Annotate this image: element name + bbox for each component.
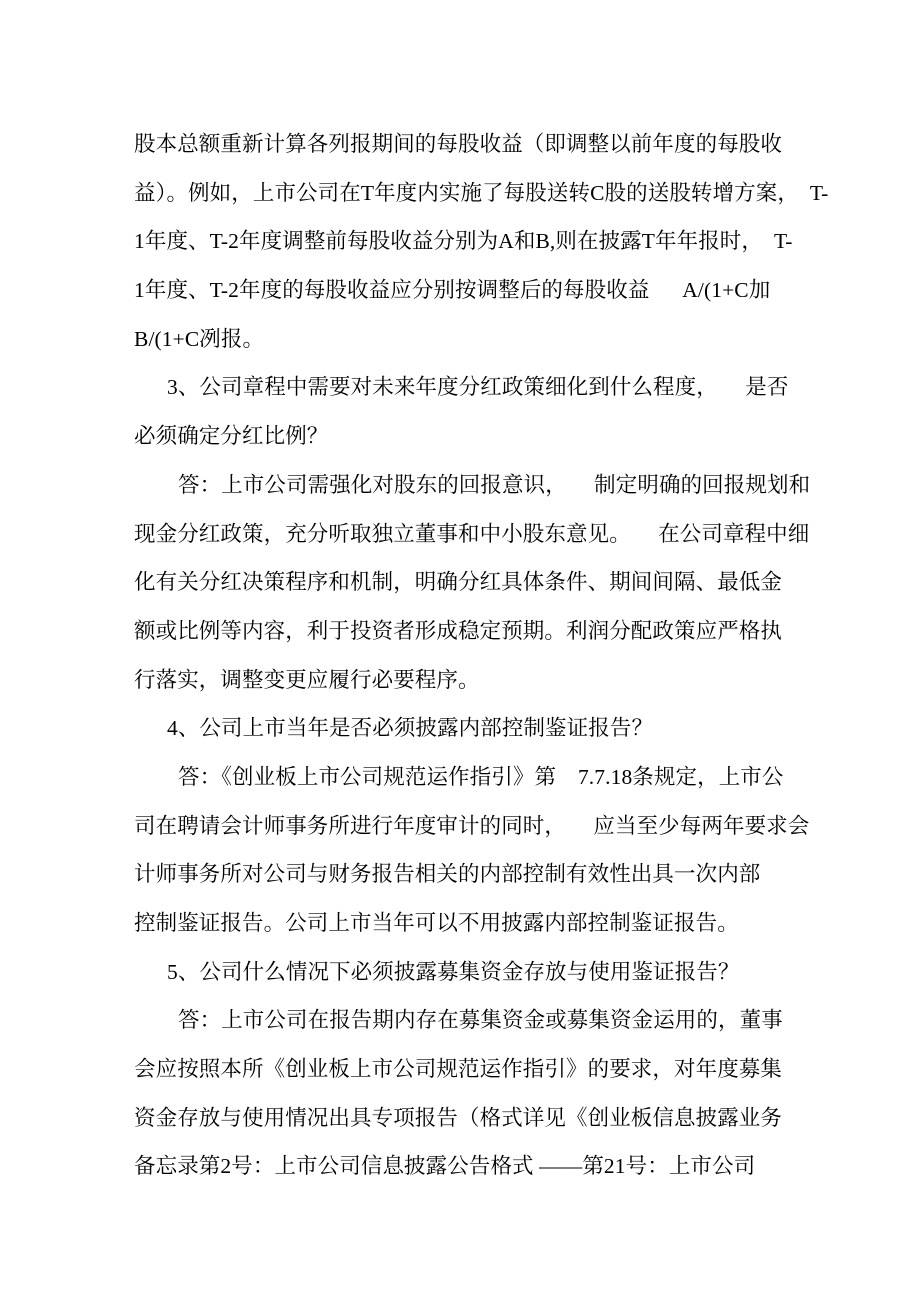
text-line: 司在聘请会计师事务所进行年度审计的同时， 应当至少每两年要求会: [134, 813, 810, 838]
text-line: 会应按照本所《创业板上市公司规范运作指引》的要求，对年度募集: [134, 1057, 783, 1082]
text-line: 计师事务所对公司与财务报告相关的内部控制有效性出具一次内部: [134, 862, 761, 887]
text-line: 资金存放与使用情况出具专项报告（格式详见《创业板信息披露业务: [134, 1105, 783, 1130]
text-line: 控制鉴证报告。公司上市当年可以不用披露内部控制鉴证报告。: [134, 911, 739, 935]
text-line: 4、公司上市当年是否必须披露内部控制鉴证报告？: [167, 716, 654, 741]
text-line: 备忘录第2号：上市公司信息披露公告格式 ——第21号：上市公司: [134, 1154, 756, 1179]
text-line: 化有关分红决策程序和机制，明确分红具体条件、期间间隔、最低金: [134, 570, 783, 595]
text-line: 3、公司章程中需要对未来年度分红政策细化到什么程度， 是否: [167, 375, 789, 400]
text-line: 答：上市公司需强化对股东的回报意识， 制定明确的回报规划和: [178, 472, 811, 497]
text-line: 行落实，调整变更应履行必要程序。: [134, 667, 480, 692]
text-line: 额或比例等内容，利于投资者形成稳定预期。利润分配政策应严格执: [134, 618, 783, 643]
text-line: 现金分红政策，充分听取独立董事和中小股东意见。 在公司章程中细: [134, 521, 810, 546]
document-body: [134, 131, 829, 1202]
text-line: 答：《创业板上市公司规范运作指引》第 7.7.18条规定，上市公: [178, 764, 784, 789]
text-line: 1年度、T-2年度调整前每股收益分别为A和B,则在披露T年年报时， T-: [134, 229, 793, 254]
text-line: 益）。例如，上市公司在T年度内实施了每股送转C股的送股转增方案， T-: [134, 180, 829, 205]
text-line: 股本总额重新计算各列报期间的每股收益（即调整以前年度的每股收: [134, 132, 783, 156]
text-line: 5、公司什么情况下必须披露募集资金存放与使用鉴证报告？: [167, 959, 740, 984]
text-line: 答：上市公司在报告期内存在募集资金或募集资金运用的，董事: [178, 1008, 783, 1033]
text-line: 1年度、T-2年度的每股收益应分别按调整后的每股收益 A/(1+C加: [134, 278, 771, 303]
text-line: B/(1+C冽报。: [134, 326, 265, 351]
text-line: 必须确定分红比例？: [134, 424, 329, 449]
